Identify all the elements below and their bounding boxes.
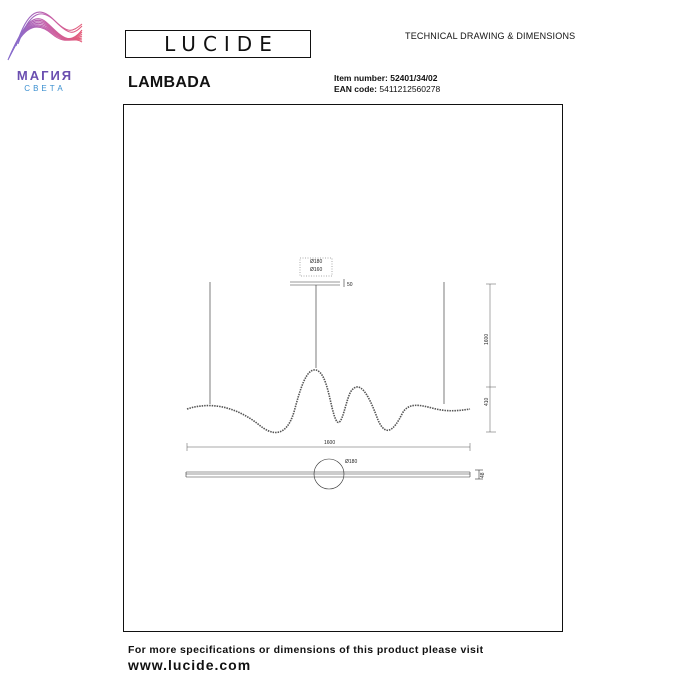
canopy-outer-diameter-label: Ø180 [310, 259, 323, 265]
profile-thickness-label: 48 [480, 472, 486, 478]
suspension-height-label: 1600 [484, 333, 490, 345]
fixture-height-label: 410 [484, 397, 490, 406]
suspension-cables [210, 282, 444, 404]
lucide-logo-text: LUCIDE [164, 32, 279, 56]
fixture-bottom-view [186, 459, 483, 489]
footer-website-link[interactable]: www.lucide.com [128, 657, 252, 673]
wave-fixture-front-view [187, 370, 470, 433]
item-number-value: 52401/34/02 [390, 73, 438, 83]
ean-label: EAN code: [334, 84, 377, 94]
canopy-inner-diameter-label: Ø160 [310, 267, 323, 273]
height-dimension-lines [486, 284, 496, 432]
item-number-label: Item number: [334, 73, 388, 83]
canopy-height-label: 50 [347, 282, 353, 288]
ean-value: 5411212560278 [379, 84, 441, 94]
product-name: LAMBADA [128, 74, 211, 91]
footer-note: For more specifications or dimensions of this product please visit [128, 644, 484, 656]
canopy-side-view [290, 279, 344, 287]
watermark-brand: МАГИЯ [16, 68, 74, 83]
base-ring-diameter-label: Ø180 [345, 459, 358, 465]
watermark-subtitle: СВЕТА [24, 84, 66, 93]
overall-length-label: 1600 [324, 440, 336, 446]
document-heading: TECHNICAL DRAWING & DIMENSIONS [405, 31, 576, 41]
